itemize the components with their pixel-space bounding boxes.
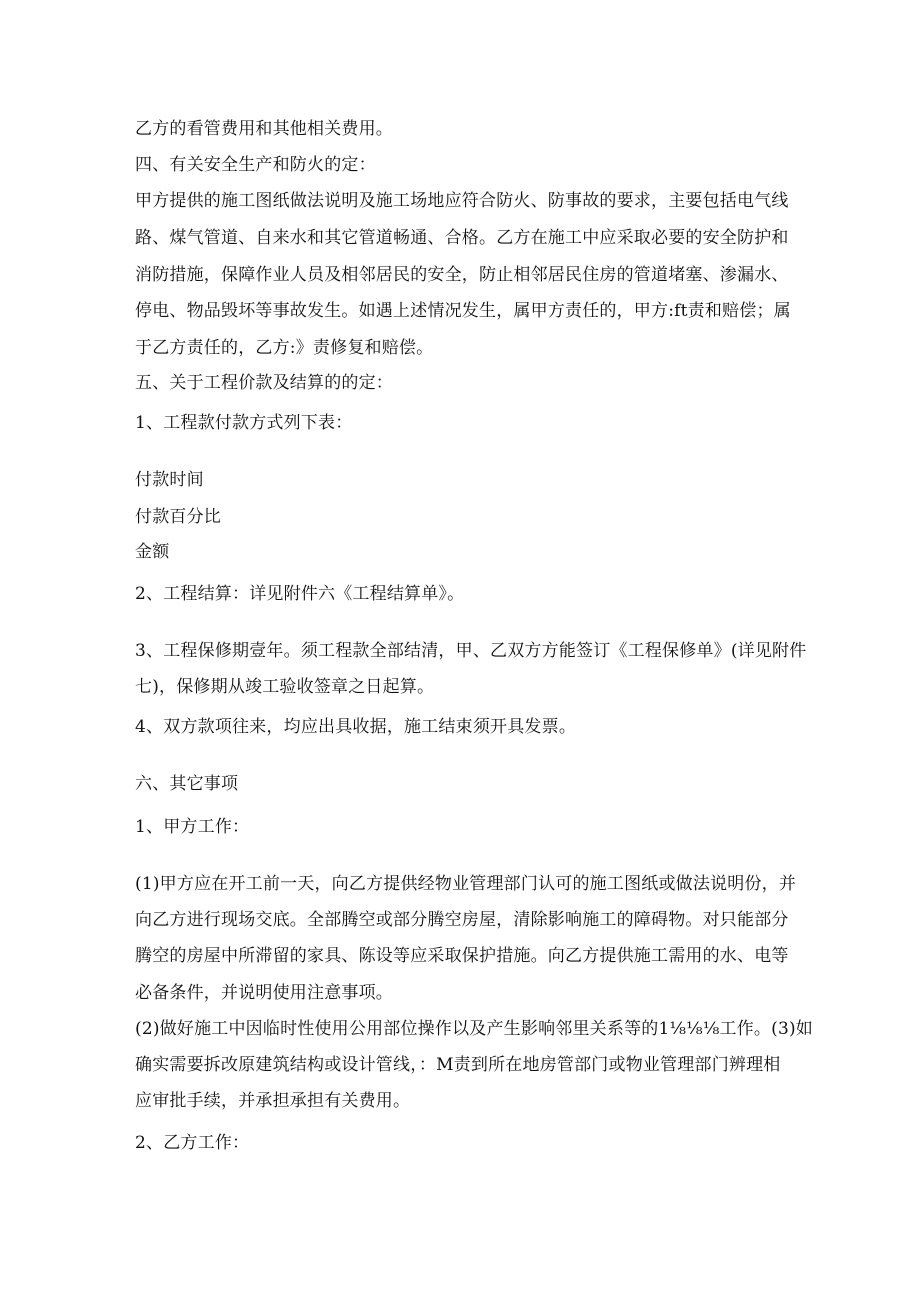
table-label-payment-time: 付款时间: [135, 470, 204, 490]
text-line: 1、工程款付款方式列下表：: [135, 413, 353, 433]
text-line: 消防措施，保障作业人员及相邻居民的安全，防止相邻居民住房的管道堵塞、渗漏水、: [135, 265, 789, 285]
text-line: (1)甲方应在开工前一天，向乙方提供经物业管理部门认可的施工图纸或做法说明份，并: [135, 874, 797, 894]
text-line: 停电、物品毁坏等事故发生。如遇上述情况发生，属甲方责任的，甲方:ft责和赔偿；属: [135, 301, 791, 321]
section-heading-payment: 五、关于工程价款及结算的的定：: [135, 373, 393, 393]
text-line: 路、煤气管道、自来水和其它管道畅通、合格。乙方在施工中应采取必要的安全防护和: [135, 228, 789, 248]
text-line: 必备条件，并说明使用注意事项。: [135, 983, 393, 1003]
text-line: 于乙方责任的，乙方:》责修复和赔偿。: [135, 338, 434, 358]
table-label-payment-percent: 付款百分比: [135, 507, 221, 527]
text-line: 确实需要拆改原建筑结构或设计管线，：M责到所在地房管部门或物业管理部门辨理相: [135, 1055, 781, 1075]
text-line: 3、工程保修期壹年。须工程款全部结清，甲、乙双方方能签订《工程保修单》(详见附件: [135, 641, 807, 661]
text-line: 甲方提供的施工图纸做法说明及施工场地应符合防火、防事故的要求，主要包括电气线: [135, 191, 789, 211]
text-line: 向乙方进行现场交底。全部腾空或部分腾空房屋，清除影响施工的障碍物。对只能部分: [135, 910, 789, 930]
section-heading-safety: 四、有关安全生产和防火的定：: [135, 155, 376, 175]
section-heading-other: 六、其它事项: [135, 774, 239, 794]
text-line: 应审批手续，并承担承担有关费用。: [135, 1091, 411, 1111]
text-line: 七)，保修期从竣工验收签章之日起算。: [135, 677, 435, 697]
text-line: 4、双方款项往来，均应出具收据，施工结束须开具发票。: [135, 717, 577, 737]
text-line: 1、甲方工作：: [135, 817, 250, 837]
table-label-amount: 金额: [135, 542, 170, 562]
text-line: (2)做好施工中因临时性使用公用部位操作以及产生影响邻里关系等的1⅛⅛⅛工作。(3)如: [135, 1019, 814, 1039]
text-line: 2、工程结算：详见附件六《工程结算单》。: [135, 584, 465, 604]
text-line: 腾空的房屋中所滞留的家具、陈设等应采取保护措施。向乙方提供施工需用的水、电等: [135, 946, 789, 966]
text-line: 2、乙方工作：: [135, 1133, 250, 1153]
text-line: 乙方的看管费用和其他相关费用。: [135, 119, 393, 139]
